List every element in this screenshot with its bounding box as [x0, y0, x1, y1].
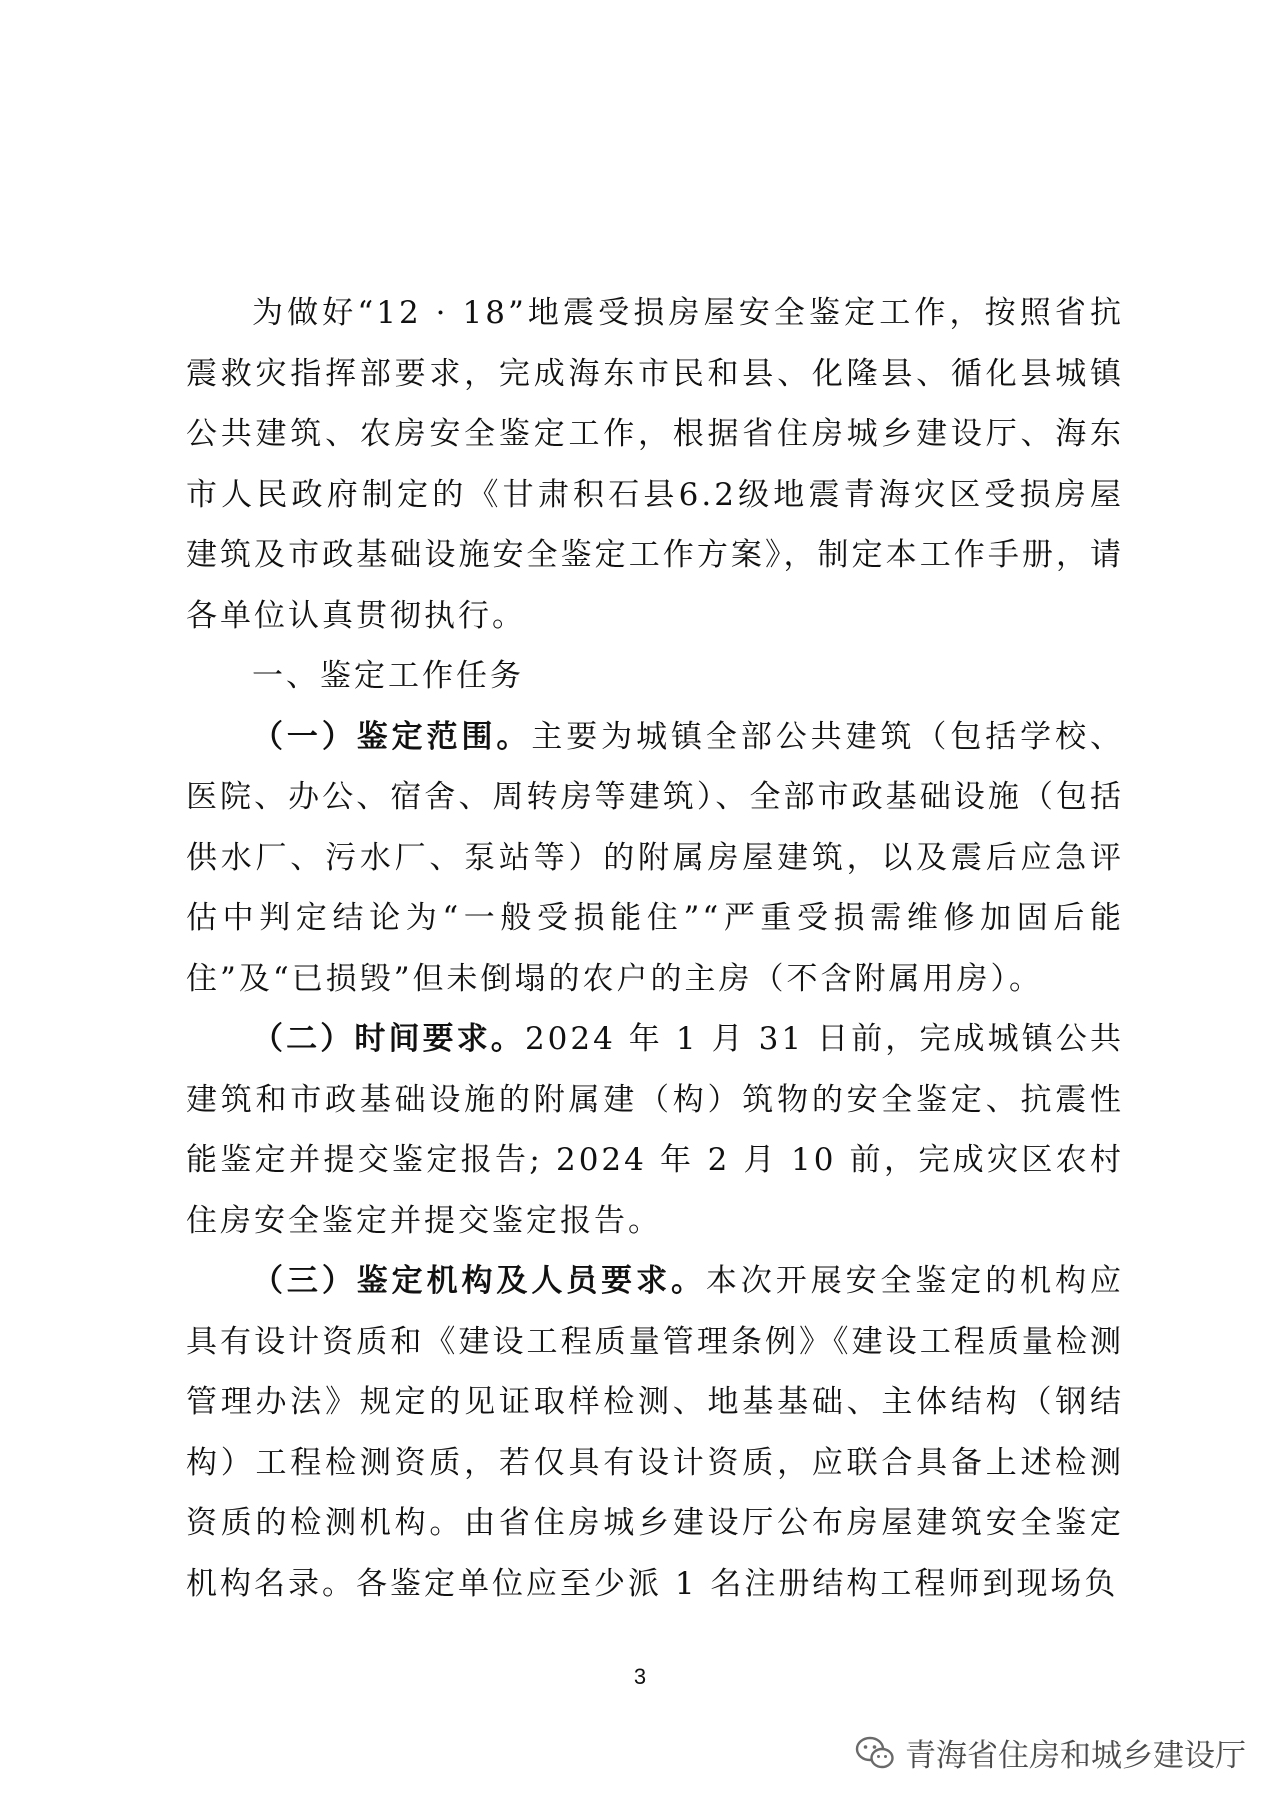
intro-paragraph: 为做好“12 · 18”地震受损房屋安全鉴定工作，按照省抗震救灾指挥部要求，完成海东市民和县、化隆县、循化县城镇公共建筑、农房安全鉴定工作，根据省住房城乡建设厅、海东市人民政府制定的《甘肃积石县6.2级地震青海灾区受损房屋建筑及市政基础设施安全鉴定工作方案》，制定本工作手册，请各单位认真贯彻执行。	[186, 295, 1124, 634]
watermark-text: 青海省住房和城乡建设厅	[905, 1738, 1246, 1774]
item-scope	[186, 707, 1124, 1010]
item-agency	[186, 1251, 1124, 1614]
page-number: 3	[633, 1664, 647, 1689]
watermark	[855, 1730, 1246, 1775]
item-time-title: （二）时间要求。	[252, 1021, 525, 1057]
item-time	[186, 1009, 1124, 1251]
item-agency-text: 本次开展安全鉴定的机构应具有设计资质和《建设工程质量管理条例》《建设工程质量检测管理办法》规定的见证取样检测、地基基础、主体结构（钢结构）工程检测资质，若仅具有设计资质，应联合具备上述检测资质的检测机构。由省住房城乡建设厅公布房屋建筑安全鉴定机构名录。各鉴定单位应至少派 1 名注册结构工程师到现场负	[186, 1263, 1125, 1602]
item-time-text: 2024 年 1 月 31 日前，完成城镇公共建筑和市政基础设施的附属建（构）筑物的安全鉴定、抗震性能鉴定并提交鉴定报告; 2024 年 2 月 10 前，完成灾区农村住房安全鉴定并提交鉴定报告。	[186, 1021, 1125, 1239]
wechat-icon	[855, 1736, 895, 1770]
item-agency-title: （三）鉴定机构及人员要求。	[252, 1263, 706, 1299]
document-body	[186, 283, 1124, 1614]
item-scope-title: （一）鉴定范围。	[252, 718, 532, 755]
section-heading: 一、鉴定工作任务	[252, 658, 524, 694]
item-scope-text: 主要为城镇全部公共建筑（包括学校、医院、办公、宿舍、周转房等建筑）、全部市政基础设施（包括供水厂、污水厂、泵站等）的附属房屋建筑，以及震后应急评估中判定结论为“一般受损能住”“严重受损需维修加固后能住”及“已损毁”但未倒塌的农户的主房（不含附属用房）。	[186, 718, 1125, 997]
